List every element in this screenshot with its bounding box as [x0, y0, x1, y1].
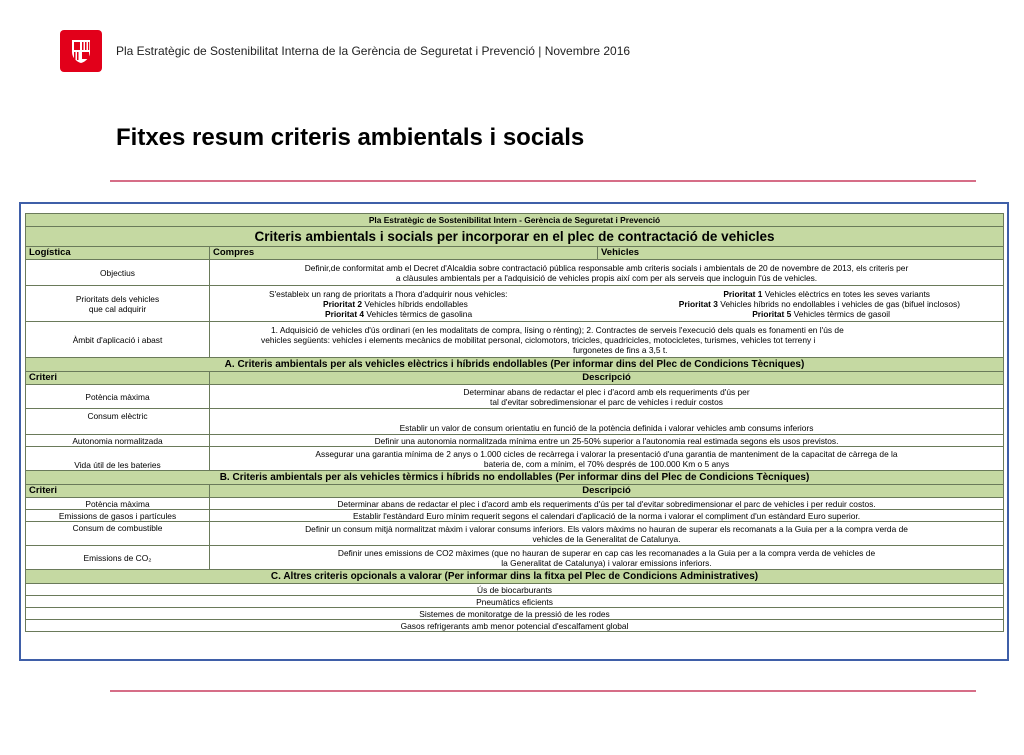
objectius-line-2: a clàusules ambientals per a l'adquisició de vehicles propis així com per als serveis que incloguin l'ús de vehicles. [395, 272, 818, 283]
a-potencia-line-1: Determinar abans de redactar el plec i d'acord amb els requeriments d'ús per [463, 386, 750, 397]
table-row [26, 471, 1004, 485]
b-co2-line-2: la Generalitat de Catalunya) i valorar emissions inferiors. [501, 557, 712, 568]
table-top-title: Pla Estratègic de Sostenibilitat Intern - Gerència de Seguretat i Prevenció [26, 214, 1004, 227]
ambit-label: Àmbit d'aplicació i abast [26, 322, 210, 358]
table-row [26, 322, 1004, 358]
b-consum-line-2: vehicles de la Generalitat de Catalunya. [532, 533, 681, 544]
b-potencia-text: Determinar abans de redactar el plec i d'acord amb els requeriments d'ús per tal d'evitar sobredimensionar el parc de vehicles i per reduir costos. [210, 498, 1004, 510]
a-bateries-label: Vida útil de les bateries [26, 447, 210, 471]
table-row [26, 409, 1004, 435]
prioritat-1-label: Prioritat 1 [723, 288, 763, 299]
criteria-table [25, 213, 1004, 632]
prioritat-5-text: Vehicles tèrmics de gasoil [791, 308, 890, 319]
table-row [26, 227, 1004, 247]
prioritat-3-text: Vehicles híbrids no endollables i vehicles de gas (bifuel inclosos) [717, 298, 960, 309]
prioritat-2-label: Prioritat 2 [323, 298, 363, 309]
prioritat-4-label: Prioritat 4 [325, 308, 365, 319]
prioritat-1-text: Vehicles elèctrics en totes les seves variants [762, 288, 930, 299]
b-consum-label: Consum de combustible [26, 522, 210, 546]
col-header-logistica: Logística [26, 247, 210, 260]
b-emissions-label: Emissions de gasos i partícules [26, 510, 210, 522]
col-header-vehicles: Vehicles [598, 247, 1004, 260]
prioritats-label [26, 286, 210, 322]
table-row [26, 286, 1004, 322]
table-row [26, 214, 1004, 227]
prioritat-3 [679, 299, 960, 309]
table-row [26, 522, 1004, 546]
objectius-line-1: Definir,de conformitat amb el Decret d'Alcaldia sobre contractació pública responsable amb criteris socials i ambientals de 20 de novembre de 2013, els criteris per [304, 262, 909, 273]
b-emissions-text: Establir l'estàndard Euro mínim requerit segons el calendari d'aplicació de la norma i valorar el compliment d'un estàndard Euro superior. [210, 510, 1004, 522]
table-row [26, 385, 1004, 409]
prioritat-5 [752, 309, 890, 319]
a-potencia-text [210, 385, 1004, 409]
prioritats-text [210, 286, 1004, 322]
divider-bottom [110, 690, 976, 692]
a-potencia-label: Potència màxima [26, 385, 210, 409]
prioritats-intro: S'estableix un rang de prioritats a l'hora d'adquirir nous vehicles: [269, 288, 508, 299]
col-header-compres: Compres [210, 247, 598, 260]
b-co2-label: Emissions de CO₂ [26, 546, 210, 570]
section-a-descripcio-header: Descripció [210, 372, 1004, 385]
section-a-title: A. Criteris ambientals per als vehicles elèctrics i híbrids endollables (Per informar dins del Plec de Condicions Tècniques) [26, 358, 1004, 372]
section-b-criteri-header: Criteri [26, 485, 210, 498]
divider-top [110, 180, 976, 182]
c-item-pneumatics: Pneumàtics eficients [26, 596, 1004, 608]
a-autonomia-text: Definir una autonomia normalitzada mínima entre un 25-50% superior a l'autonomia real estimada segons els usos previstos. [210, 435, 1004, 447]
table-row [26, 608, 1004, 620]
table-row [26, 447, 1004, 471]
prioritats-line-1 [213, 289, 1000, 299]
ambit-line-3: furgonetes de fins a 3,5 t. [573, 344, 668, 355]
table-row [26, 485, 1004, 498]
a-bateries-line-1: Assegurar una garantia mínima de 2 anys o 1.000 cicles de recàrrega i valorar la presentació d'una garantia de manteniment de la capacitat de càrrega de la [315, 448, 898, 459]
b-co2-text [210, 546, 1004, 570]
prioritat-3-label: Prioritat 3 [678, 298, 718, 309]
table-row [26, 372, 1004, 385]
section-b-descripcio-header: Descripció [210, 485, 1004, 498]
a-consum-label: Consum elèctric [26, 409, 210, 435]
prioritat-2-text: Vehicles híbrids endollables [362, 298, 468, 309]
ambit-line-2: vehicles següents: vehicles i elements mecànics de mobilitat personal, ciclomotors, tricicles, quadricicles, motocicletes, turismes, vehicles tot terreny i [261, 334, 816, 345]
b-consum-text [210, 522, 1004, 546]
table-row [26, 620, 1004, 632]
table-row [26, 260, 1004, 286]
prioritats-label-line-2: que cal adquirir [88, 303, 147, 314]
b-consum-line-1: Definir un consum mitjà normalitzat màxim i valorar consums inferiors. Els valors màxims no hauran de superar els recomanats a la Guia per a la compra verda de [305, 523, 908, 534]
prioritat-1 [723, 289, 930, 299]
table-row [26, 247, 1004, 260]
prioritat-4-text: Vehicles tèrmics de gasolina [364, 308, 473, 319]
prioritats-line-2 [213, 299, 1000, 309]
c-item-biocarburants: Ús de biocarburants [26, 584, 1004, 596]
a-bateries-line-2: bateria de, com a mínim, el 70% després de 100.000 Km o 5 anys [483, 458, 730, 469]
table-row [26, 498, 1004, 510]
a-potencia-line-2: tal d'evitar sobredimensionar el parc de vehicles i reduir costos [490, 396, 723, 407]
header-org-text: Pla Estratègic de Sostenibilitat Interna de la Gerència de Seguretat i Prevenció | Novembre 2016 [116, 44, 631, 58]
c-item-monitoratge: Sistemes de monitoratge de la pressió de les rodes [26, 608, 1004, 620]
table-row [26, 358, 1004, 372]
ambit-text [210, 322, 1004, 358]
page-title: Fitxes resum criteris ambientals i socials [116, 124, 585, 151]
objectius-text [210, 260, 1004, 286]
table-row [26, 546, 1004, 570]
c-item-gasos: Gasos refrigerants amb menor potencial d'escalfament global [26, 620, 1004, 632]
table-row [26, 570, 1004, 584]
table-row [26, 510, 1004, 522]
section-b-title: B. Criteris ambientals per als vehicles tèrmics i híbrids no endollables (Per informar dins del Plec de Condicions Tècniques) [26, 471, 1004, 485]
prioritats-line-3 [213, 309, 1000, 319]
a-autonomia-label: Autonomia normalitzada [26, 435, 210, 447]
table-row [26, 584, 1004, 596]
table-row [26, 596, 1004, 608]
b-co2-line-1: Definir unes emissions de CO2 màximes (que no hauran de superar en cap cas les recomanades a la Guia per a la compra verda de vehicles de [337, 547, 876, 558]
prioritat-2 [323, 299, 468, 309]
section-c-title: C. Altres criteris opcionals a valorar (Per informar dins la fitxa pel Plec de Condicions Administratives) [26, 570, 1004, 584]
table-main-title: Criteris ambientals i socials per incorporar en el plec de contractació de vehicles [26, 227, 1004, 247]
a-bateries-text [210, 447, 1004, 471]
prioritat-4 [325, 309, 472, 319]
a-consum-text: Establir un valor de consum orientatiu en funció de la potència definida i valorar vehicles amb consums inferiors [210, 409, 1004, 435]
criteria-sheet-frame [19, 202, 1009, 661]
ambit-line-1: 1. Adquisició de vehicles d'ús ordinari (en les modalitats de compra, lísing o rènting); 2. Contractes de serveis l'execució dels quals es fonamenti en l'ús de [271, 324, 844, 335]
table-row [26, 435, 1004, 447]
b-potencia-label: Potència màxima [26, 498, 210, 510]
prioritats-label-line-1: Prioritats dels vehicles [75, 293, 160, 304]
city-shield-icon [66, 36, 96, 66]
prioritat-5-label: Prioritat 5 [752, 308, 792, 319]
objectius-label: Objectius [26, 260, 210, 286]
section-a-criteri-header: Criteri [26, 372, 210, 385]
barcelona-logo [60, 30, 102, 72]
